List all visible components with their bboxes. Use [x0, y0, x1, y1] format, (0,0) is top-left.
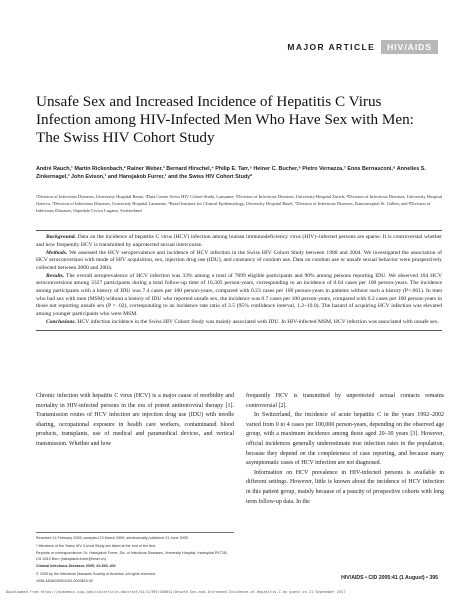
footnote-members: * Members of the Swiss HIV Cohort Study are listed at the end of the text.: [36, 543, 157, 548]
abstract-background-label: Background.: [46, 234, 76, 240]
body-paragraph: Chronic infection with hepatitis C virus (HCV) is a major cause of morbidity and mortality in HIV-infected persons in the era of potent antiretroviral therapy [1]. Transmission routes of HCV infection are injection drug use (IDU) with needle sharing, occupational exposure in health care workers, contaminated blood products, transplants, use of medical and paramedical devices, and vertical transmission. Whether and how: [36, 393, 234, 447]
abstract-methods-label: Methods.: [46, 249, 68, 256]
affiliations: ¹Division of Infectious Diseases, University Hospital Berne, ²Data Center Swiss HIV Cohort Study, Lausanne, ³Division of Infectious Diseases, University Hospital Zurich, ⁴Division of Infectious Diseases, University Hospital Geneva, ⁵Division of Infectious Diseases, University Hospital Lausanne, ⁶Basel Institute for Clinical Epidemiology, University Hospital Basel, ⁷Division of Infectious Diseases, Kantonsspital St. Gallen, and ⁸Division of Infectious Diseases, Ospedale Civico Lugano, Switzerland: [36, 194, 443, 213]
body-paragraph: frequently HCV is transmitted by unprotected sexual contacts remains controversial [2].: [246, 393, 444, 409]
footnote-issn: 1058-4838/2005/4103-0020$15.00: [36, 579, 93, 583]
footnote-journal-name: Clinical Infectious Diseases 2005; 41:395–402: [36, 564, 116, 568]
abstract-conclusions-text: HCV infection incidence in the Swiss HIV Cohort Study was mainly associated with IDU. In HIV-infected MSM, HCV infection was associated with unsafe sex.: [77, 318, 439, 325]
abstract-methods: [36, 250, 442, 273]
abstract-methods-text: We assessed the HCV seroprevalence and incidence of HCV infection in the Swiss HIV Cohort Study between 1988 and 2004. We investigated the association of HCV seroconversion with mode of HIV acquisition, sex, injection drug use (IDU), and constancy of condom use. Data on condom use or unsafe sexual behavior were prospectively collected between 2000 and 2004.: [36, 249, 442, 271]
author-list: André Rauch,¹ Martin Rickenbach,² Rainer Weber,³ Bernard Hirschel,⁴ Philip E. Tarr,⁵ Heiner C. Bucher,⁶ Pietro Vernazza,⁷ Enos Bernasconi,⁸ Annelies S. Zinkernagel,³ John Evison,¹ and Hansjakob Furrer,¹ and the Swiss HIV Cohort Study*: [36, 166, 426, 181]
body-column-right: [246, 392, 444, 507]
abstract: [36, 230, 442, 331]
page-header: [0, 0, 474, 60]
footnote-journal: [36, 564, 234, 570]
body-column-left: [36, 392, 234, 450]
abstract-conclusions-label: Conclusions.: [46, 318, 77, 325]
abstract-results-label: Results.: [46, 272, 65, 279]
section-label: [287, 40, 438, 54]
body-paragraph: In Switzerland, the incidence of acute hepatitis C in the years 1992–2002 varied from 0 to 4 cases per 100,000 person-years, depending on the observed age group, with a maximum incidence among those aged 20–30 years [3]. However, official incidences generally underestimate true infection rates in the population, because they depend on the completeness of case reporting, and because many asymptomatic cases of HCV infection are not diagnosed.: [246, 412, 444, 467]
article-title: Unsafe Sex and Increased Incidence of Hepatitis C Virus Infection among HIV-Infected Men Who Have Sex with Men: The Swiss HIV Cohort Study: [36, 93, 414, 146]
section-tag: HIV/AIDS: [381, 40, 438, 54]
abstract-background-text: Data on the incidence of hepatitis C virus (HCV) infection among human immunodeficiency virus (HIV)–infected persons are sparse. It is controversial whether and how frequently HCV is transmitted by unprotected sexual intercourse.: [36, 234, 442, 248]
download-note: Downloaded from https://academic.oup.com/cid/article-abstract/41/3/395/346642/Unsafe-Sex-and-Increased-Incidence-of-Hepatitis-C by guest on 21 September 2017: [6, 590, 346, 594]
body-paragraph: Information on HCV prevalence in HIV-infected persons is available in different settings. However, little is known about the incidence of HCV infection in this patient group, mainly because of a paucity of prospective cohorts with long term follow-up data. In the: [246, 469, 444, 505]
footnote-received: Received 14 February 2005; accepted 23 March 2005; electronically published 21 June 2005.: [36, 536, 189, 540]
footnote-copyright: © 2005 by the Infectious Diseases Society of America. All rights reserved.: [36, 571, 156, 576]
abstract-results: [36, 273, 442, 319]
abstract-conclusions: [36, 319, 442, 327]
footnotes: [36, 532, 234, 587]
abstract-background: [36, 234, 442, 249]
page-footer-citation: HIV/AIDS • CID 2005:41 (1 August) • 395: [341, 575, 438, 581]
section-name: MAJOR ARTICLE: [287, 42, 376, 52]
abstract-results-text: The overall seroprevalence of HCV infection was 33% among a total of 7899 eligible participants and 90% among persons reporting IDU. We observed 104 HCV seroconversions among 3327 participants during a total follow-up time of 16,305 person-years, corresponding to an incidence of 0.64 cases per 100 person-years. The incidence among participants with a history of IDU was 7.4 cases per 100 person-years, compared with 0.23 cases per 100 person-years in patients without such a history (P<.001). In men who had sex with men (MSM) without a history of IDU who reported unsafe sex, the incidence was 0.7 cases per 100 person-years, compared with 0.2 cases per 100 person-years in those not reporting unsafe sex (P = .02), corresponding to an incidence rate ratio of 3.5 (95% confidence interval, 1.2–10.0). The hazard of acquiring HCV infection was elevated among younger participants who were MSM.: [36, 272, 442, 317]
footnote-reprints: Reprints or correspondence: Dr. Hansjakob Furrer, Div. of Infectious Diseases, University Hospital, Inselspital PKT2B, CH-3010 Bern (hansjakob.furrer@insel.ch).: [36, 551, 228, 561]
